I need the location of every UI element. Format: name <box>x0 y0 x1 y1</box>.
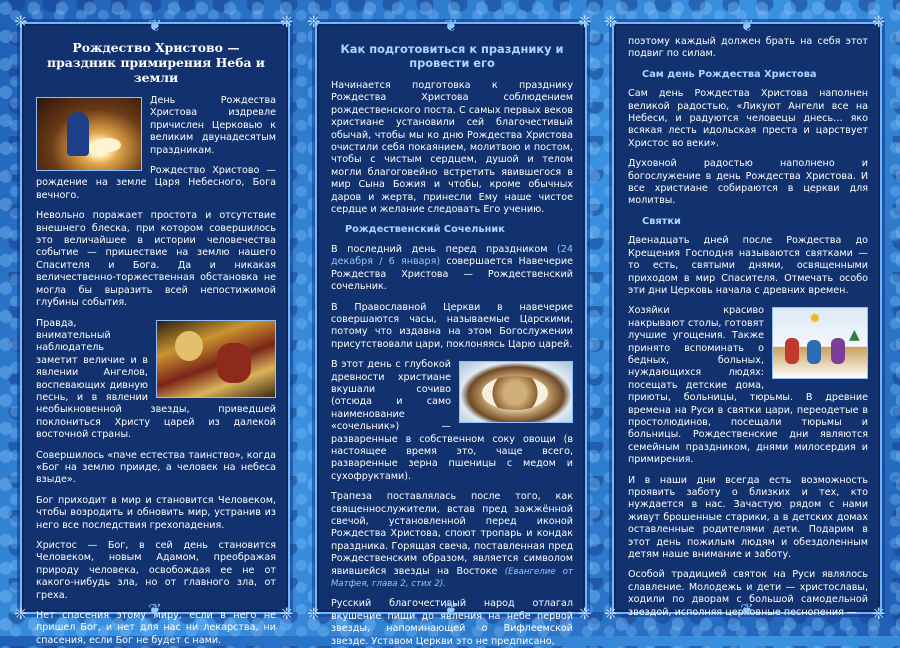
ornament-corner-icon: ❈ <box>604 12 618 31</box>
panel-left <box>20 22 290 646</box>
sochivo-dish-image <box>459 361 573 423</box>
ornament-corner-icon: ❈ <box>872 604 886 623</box>
p3-para-2: Духовной радостью наполнено и богослужение в день Рождества Христова. И все христиане собираются в церкви для молитвы. <box>628 158 868 207</box>
ornament-corner-icon: ❈ <box>872 12 886 31</box>
ornament-corner-icon: ❈ <box>307 12 321 31</box>
date-highlight: (24 декабря / 6 января) <box>331 243 573 268</box>
p1-para-8: Нет спасения этому миру, если в него не пришел Бог, и нет для нас ни лекарства, ни спасения, если Бог не будет с нами. <box>36 610 276 646</box>
p1-para-7: Христос — Бог, в сей день становится Человеком, новым Адамом, преображая природу человека, освобождая ее не от какого-нибудь зла, но от главного зла, от греха. <box>36 540 276 601</box>
p3-subtitle-1: Сам день Рождества Христова <box>642 68 817 80</box>
p2-para-1-end: совершается Навечерие Рождества Христова — Рождественский сочельник. <box>331 256 573 293</box>
p2-para-3: В этот день с глубокой древности христиане вкушали сочиво (отсюда и само наименование «сочельник») — разваренные в собственном соку овощи (в настоящее время это, чаще всего, разваренные зерна пшеницы с медом и сухофруктами). <box>331 359 573 482</box>
sun-icon: ✹ <box>809 311 821 328</box>
p2-subtitle: Рождественский Сочельник <box>345 224 505 236</box>
panel1-title: ❦ Рождество Христово — праздник примирения Неба и земли <box>47 40 265 85</box>
p1-para-4: Правда, внимательный наблюдатель заметит величие и в явлении Ангелов, воспевающих дивную песнь, и в явлении необыкновенной звезды, приведшей поклониться Христу царей из далекой восточной страны. <box>36 317 276 441</box>
p3-para-4: Хозяйки красиво накрывают столы, готовят лучшие угощения. Также принято вспоминать о бедных, больных, нуждающихся людях: посещать детские дома, приюты, больницы, тюрьмы. В древние времена на Руси в святки цари, переодетые в простолюдинов, посещали тюрьмы и больницы. Рождественские дни являются семейным праздником, днями милосердия и примирения. <box>628 305 868 466</box>
p3-para-6: Особой традицией святок на Руси являлось славление. Молодежь и дети — христославы, ходили по дворам с большой самодельной звездой, исполняя церковные песнопения — <box>628 569 868 618</box>
nativity-icon-image <box>36 97 142 171</box>
p3-para-3: Двенадцать дней после Рождества до Крещения Господня называются святками — то есть, святыми днями, освященными приходом в мир Спасителя. Отмечать особо эти дни Церковь начала с древних времен. <box>628 235 868 296</box>
ornament-corner-icon: ❈ <box>14 12 28 31</box>
p2-para-4 <box>331 491 573 590</box>
p1-para-5: Совершилось «паче естества таинство», когда «Бог на землю прииде, а человек на небеса взыде». <box>36 449 276 486</box>
p3-subtitle-2: Святки <box>642 215 681 227</box>
p1-para-6: Бог приходит в мир и становится Человеком, чтобы возродить и обновить мир, устранив из него все последствия грехопадения. <box>36 494 276 531</box>
p1-para-1: День Рождества Христова издревле причислен Церковью к великим двунадесятым праздникам. <box>150 95 276 156</box>
tree-icon: ▲ <box>849 327 860 344</box>
carolers-painting-image <box>772 307 868 379</box>
panel2-title: ❦ Как подготовиться к празднику и провести его <box>340 42 564 70</box>
p2-para-1 <box>331 244 573 294</box>
gospel-reference: (Евангелие от Матфея, глава 2, стих 2). <box>331 566 573 590</box>
panel-right <box>612 22 882 618</box>
p3-para-5: И в наши дни всегда есть возможность проявить заботу о близких и тех, кто нуждается в нас. Зачастую рядом с нами живут брошенные старики, а в детских домах оставленные родителями дети. Подарим в этот день пожилым людям и обездоленным детям наше внимание и заботу. <box>628 474 868 561</box>
panel-middle <box>315 22 587 647</box>
p2-para-4-text: Трапеза поставлялась после того, как священнослужители, встав пред зажжённой свечой, установленной перед иконой Рождества Христова, споют тропарь и кондак праздника. Горящая свеча, поставленная пред Рождественским образом, является символом явившейся звезды на Востоке <box>331 491 573 577</box>
ornament-corner-icon: ❈ <box>14 604 28 623</box>
ornament-corner-icon: ❈ <box>604 604 618 623</box>
p3-para-0: ❦ поэтому каждый должен брать на себя этот подвиг по силам. <box>628 36 868 60</box>
ornament-corner-icon: ❈ <box>280 12 294 31</box>
ornament-corner-icon: ❈ <box>280 604 294 623</box>
magi-icon-image <box>156 320 276 398</box>
p2-para-2: В Православной Церкви в навечерие совершаются часы, называемые Царскими, потому что издавна на этом Богослужении присутствовали цари, поклоняясь Царю царей. <box>331 301 573 350</box>
ornament-corner-icon: ❈ <box>578 604 592 623</box>
p2-para-5: Русский благочестивый народ отлагал вкушение пищи до явления на небе первой звезды, напоминающей о Вифлеемской звезде. Уставом Церкви это не предписано, <box>331 598 573 647</box>
ornament-corner-icon: ❈ <box>578 12 592 31</box>
p2-intro: Начинается подготовка к празднику Рождества Христова соблюдением рождественского поста. С самых первых веков христиане установили сей благочестивый обычай, чтобы мы ко дню Рождества Христова очистили себя покаянием, молитвою и постом, чтобы с чистым сердцем, душой и телом могли благоговейно встретить явившегося в мир Сына Божия и чтобы, кроме обычных даров и жертв, принесли Ему наше чистое сердце и желание следовать Его учению. <box>331 80 573 216</box>
p2-para-1-start: В последний день перед праздником <box>331 243 558 255</box>
ornament-corner-icon: ❈ <box>307 604 321 623</box>
p3-para-1: Сам день Рождества Христова наполнен великой радостью, «Ликуют Ангели все на Небеси, и радуются человецы днесь… яко всякая лесть идольская преста и царствует Христос во веки». <box>628 88 868 149</box>
p1-para-2: Рождество Христово — рождение на земле Царя Небесного, Бога вечного. <box>36 165 276 201</box>
p1-para-3: Невольно поражает простота и отсутствие внешнего блеска, при котором совершилось это величайшее в истории человечества событие — пришествие на землю нашего Спасителя и Бога. Да и никакая величественно-торжественная обстановка не могла бы выразить всей непостижимой глубины события. <box>36 210 276 309</box>
